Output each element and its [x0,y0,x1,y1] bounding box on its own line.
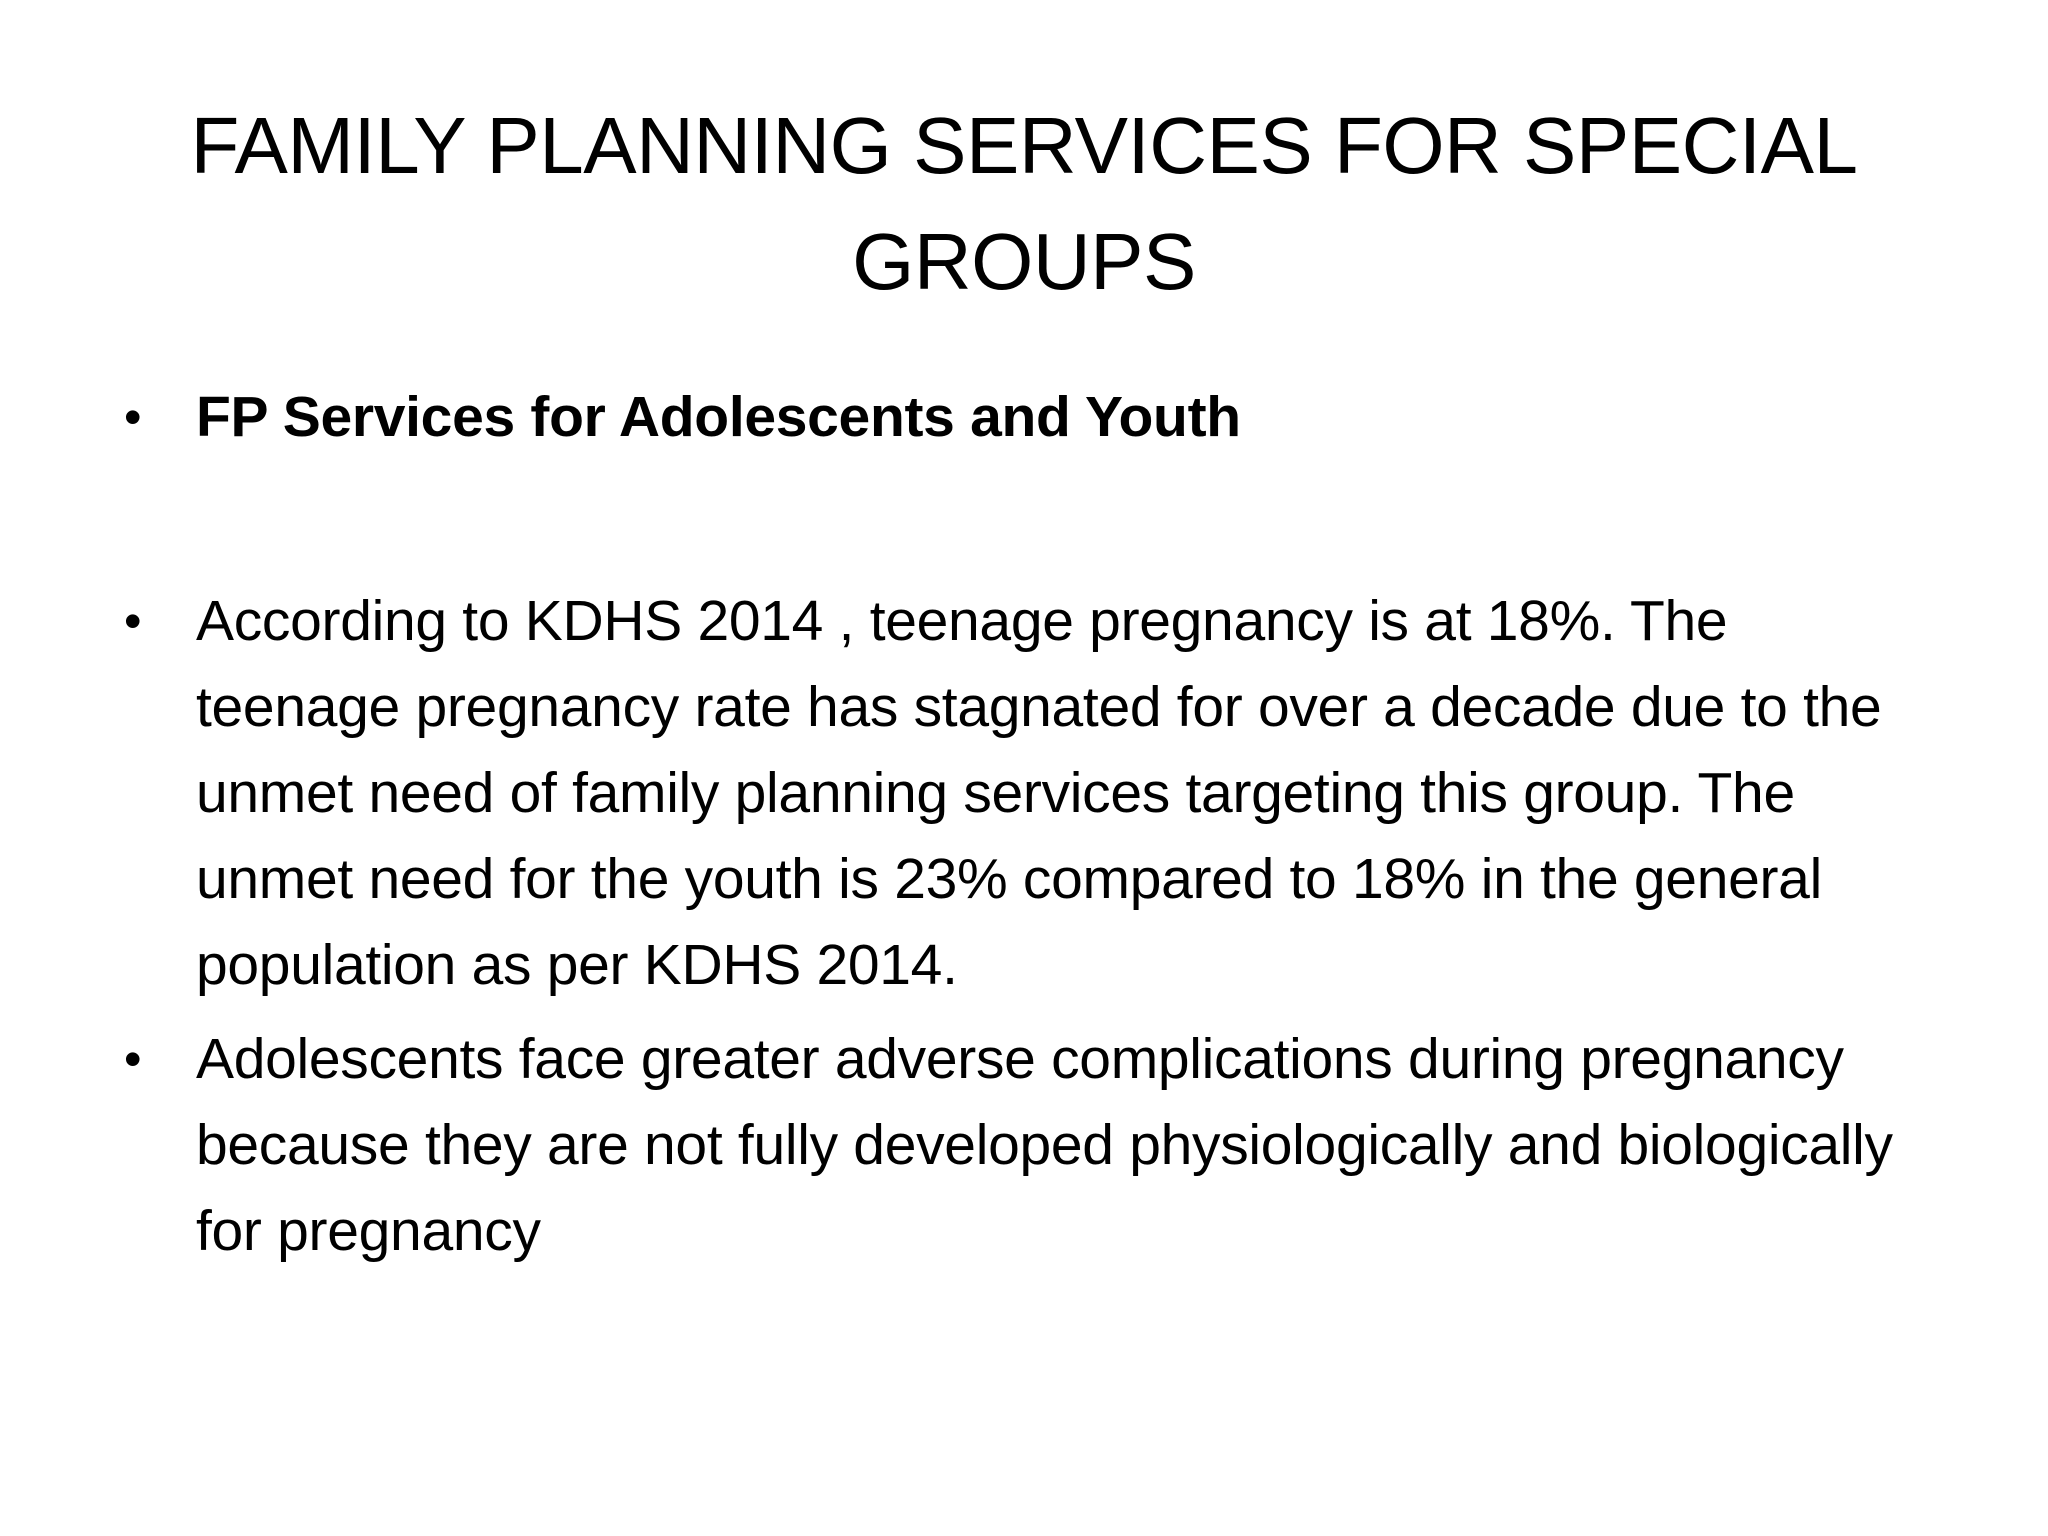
slide-title: FAMILY PLANNING SERVICES FOR SPECIAL GROUPS [190,101,1858,306]
bullet-teenage-pregnancy-text: According to KDHS 2014 , teenage pregnancy is at 18%. The teenage pregnancy rate has stagnated for over a decade due to the unmet need of family planning services targeting this group. The unmet need for the youth is 23% compared to 18% in the general population as per KDHS 2014. [196,589,1882,997]
bullet-item-complications [120,1016,1920,1274]
bullet-item-teenage-pregnancy [120,578,1920,1008]
bullet-heading-text: FP Services for Adolescents and Youth [196,385,1241,449]
bullet-list [120,374,1920,1274]
bullet-complications-text: Adolescents face greater adverse complications during pregnancy because they are not fully developed physiologically and biologically for pregnancy [196,1027,1893,1263]
bullet-item-heading [120,374,1920,460]
bullet-marker-icon: • [124,593,142,649]
bullet-marker-icon: • [124,1031,142,1087]
bullet-marker-icon: • [124,389,142,445]
